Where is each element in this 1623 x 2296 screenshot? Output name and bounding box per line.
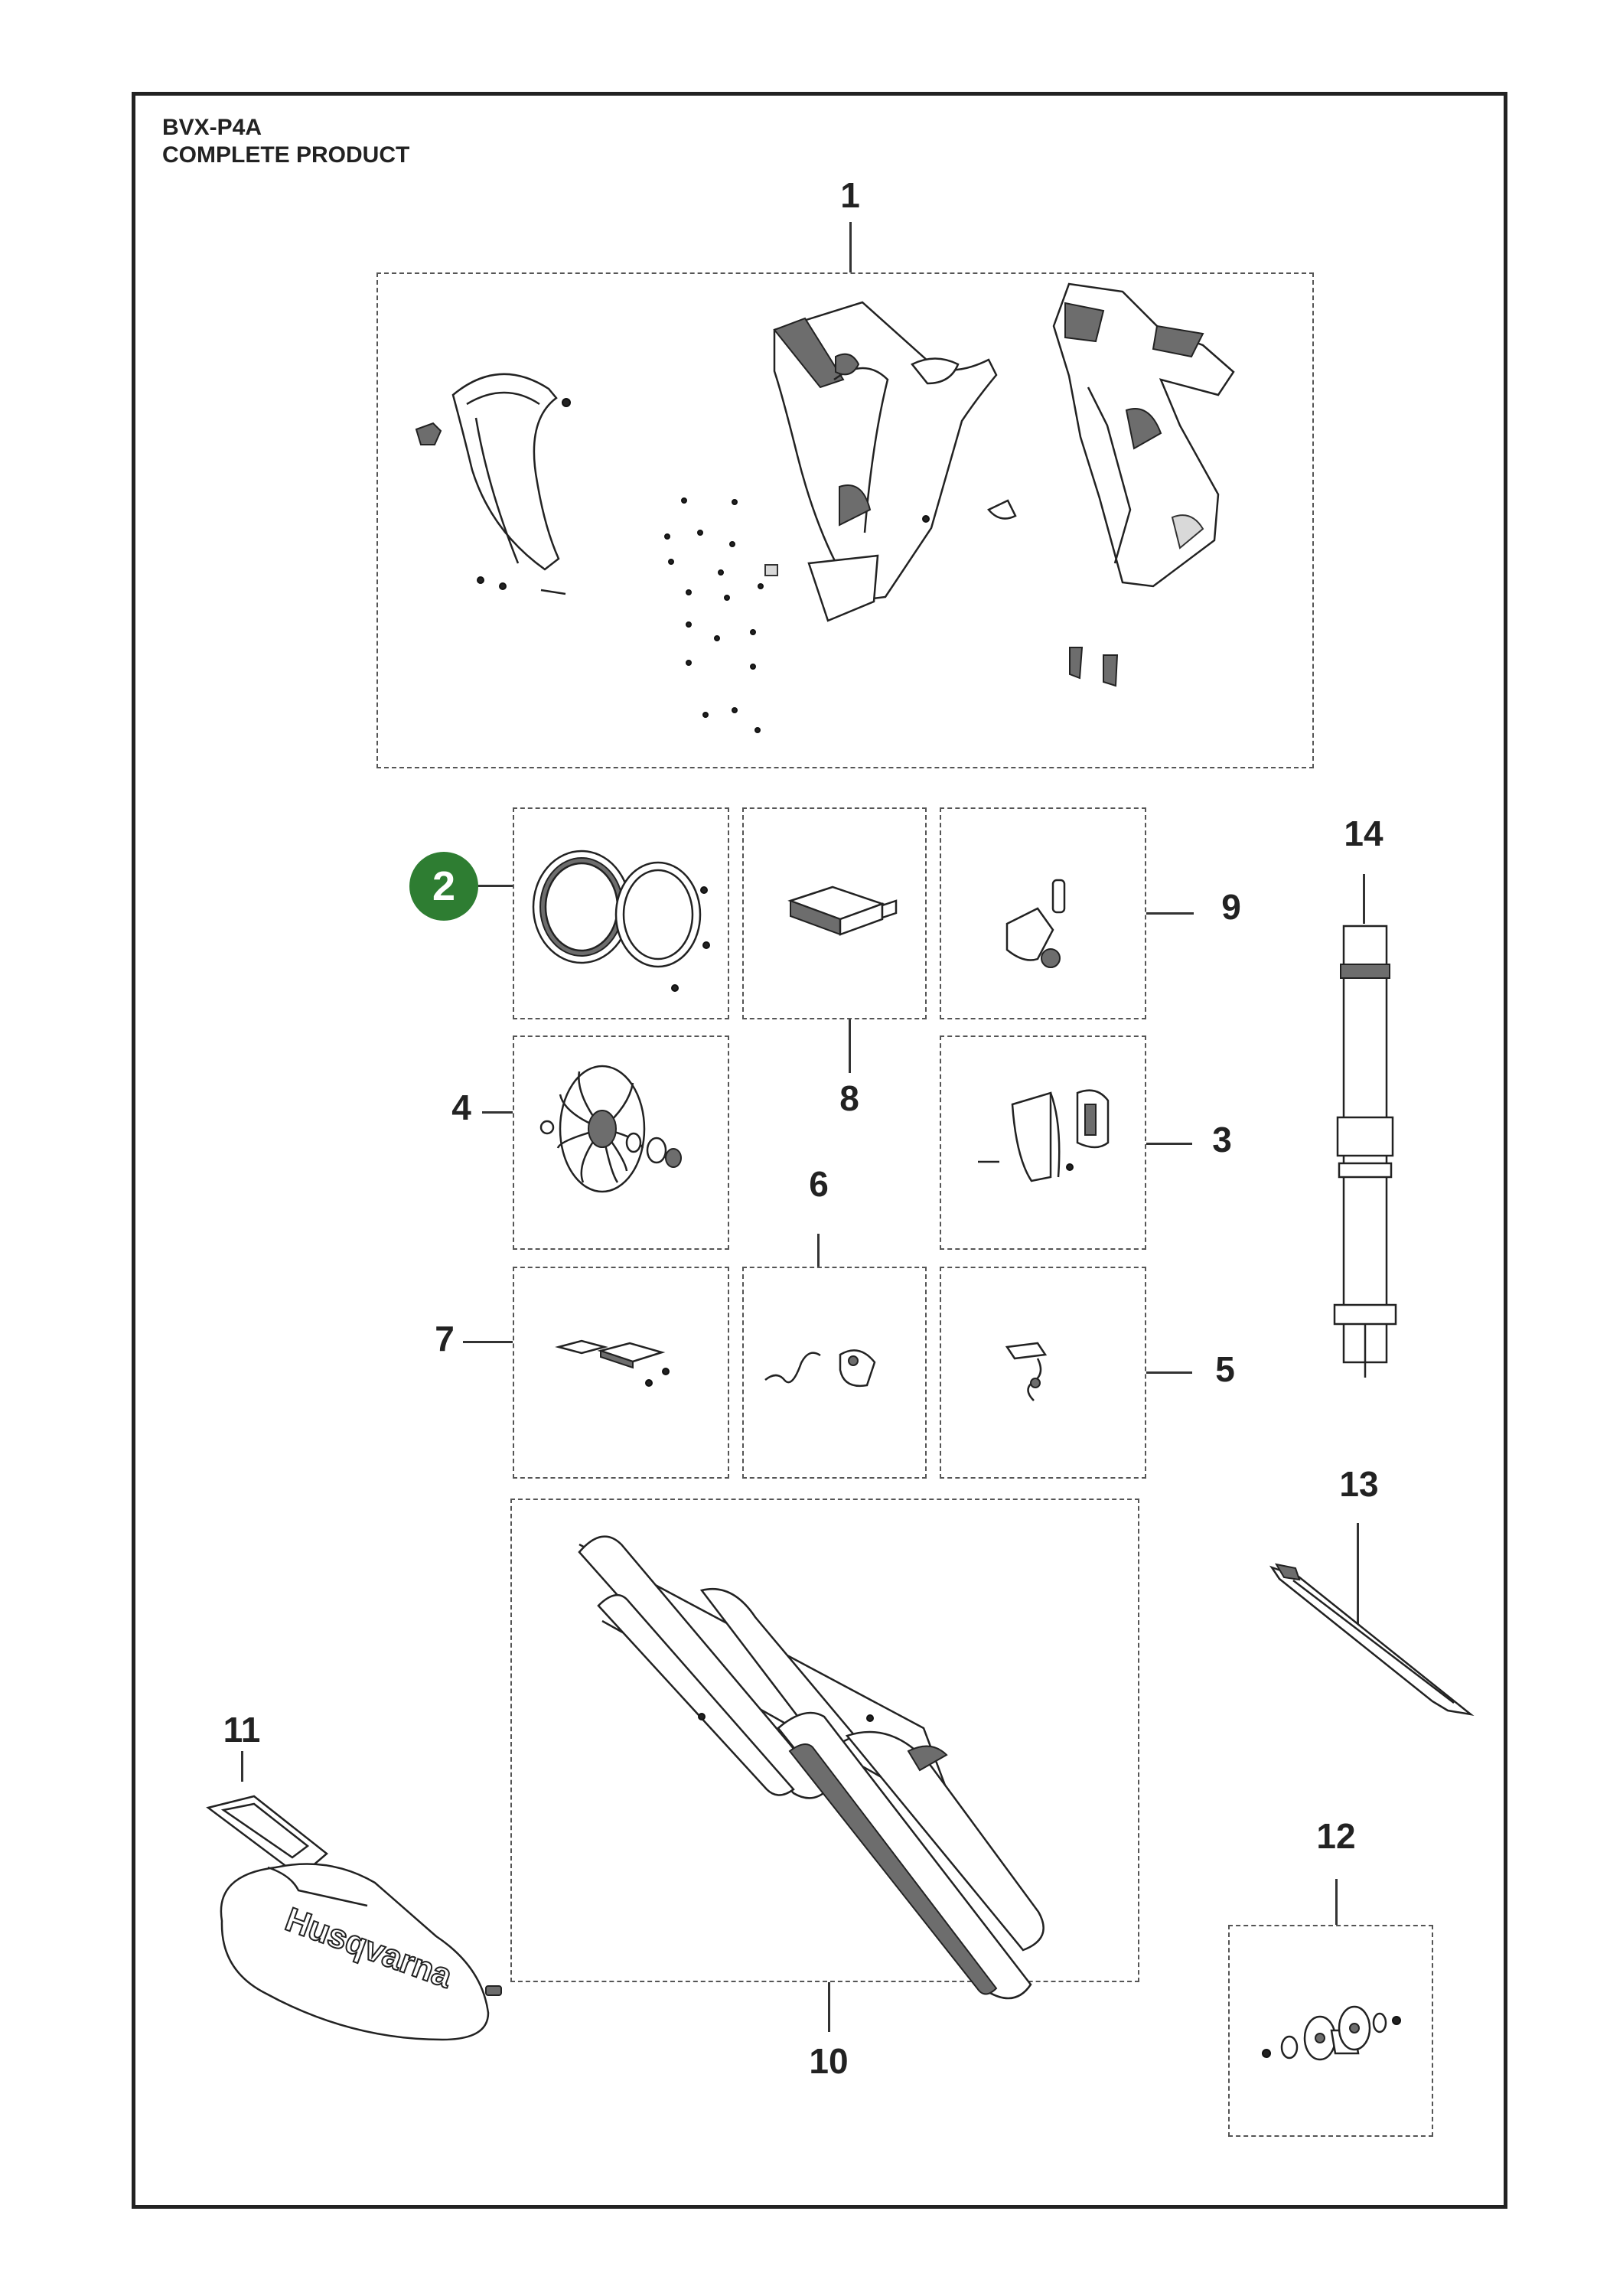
shoulder-strap-illustration bbox=[1331, 918, 1400, 1378]
callout-11: 11 bbox=[223, 1710, 261, 1750]
leader-1 bbox=[849, 222, 852, 272]
leader-9 bbox=[1146, 912, 1194, 915]
leader-6 bbox=[817, 1234, 820, 1267]
collection-bag-illustration bbox=[176, 1776, 551, 2066]
callout-12: 12 bbox=[1316, 1816, 1356, 1856]
leader-8 bbox=[849, 1019, 851, 1073]
callout-10: 10 bbox=[809, 2041, 849, 2081]
callout-1: 1 bbox=[840, 175, 860, 215]
module-illustration bbox=[742, 807, 927, 1019]
callout-9: 9 bbox=[1221, 887, 1241, 927]
leader-14 bbox=[1363, 874, 1365, 924]
callout-13: 13 bbox=[1339, 1464, 1379, 1504]
model-code: BVX-P4A bbox=[162, 115, 262, 140]
trigger-switch-illustration bbox=[940, 1035, 1146, 1250]
cable-illustration bbox=[940, 1267, 1146, 1479]
callout-5: 5 bbox=[1215, 1349, 1235, 1389]
callout-14: 14 bbox=[1344, 814, 1383, 853]
wheel-set-illustration bbox=[1228, 1925, 1433, 2137]
callout-7: 7 bbox=[435, 1319, 455, 1358]
callout-2-badge: 2 bbox=[409, 852, 478, 921]
bag-logo-text: Husqvarna bbox=[280, 1900, 458, 1996]
strap-illustration bbox=[1263, 1546, 1477, 1730]
leader-12 bbox=[1335, 1879, 1338, 1925]
leader-2 bbox=[478, 885, 513, 887]
spring-plate-illustration bbox=[742, 1267, 927, 1479]
ring-cover-illustration bbox=[513, 807, 729, 1019]
tubes-illustration bbox=[510, 1499, 1139, 1982]
housing-assembly-illustration bbox=[376, 272, 1314, 768]
callout-4: 4 bbox=[451, 1088, 471, 1127]
leader-3 bbox=[1146, 1143, 1192, 1145]
bracket-illustration bbox=[513, 1267, 729, 1479]
leader-5 bbox=[1146, 1371, 1192, 1374]
callout-8: 8 bbox=[839, 1078, 859, 1118]
fan-illustration bbox=[513, 1035, 729, 1250]
leader-10 bbox=[828, 1982, 830, 2032]
callout-3: 3 bbox=[1212, 1120, 1232, 1159]
page-title: COMPLETE PRODUCT bbox=[162, 142, 410, 168]
lever-illustration bbox=[940, 807, 1146, 1019]
callout-6: 6 bbox=[809, 1164, 829, 1204]
